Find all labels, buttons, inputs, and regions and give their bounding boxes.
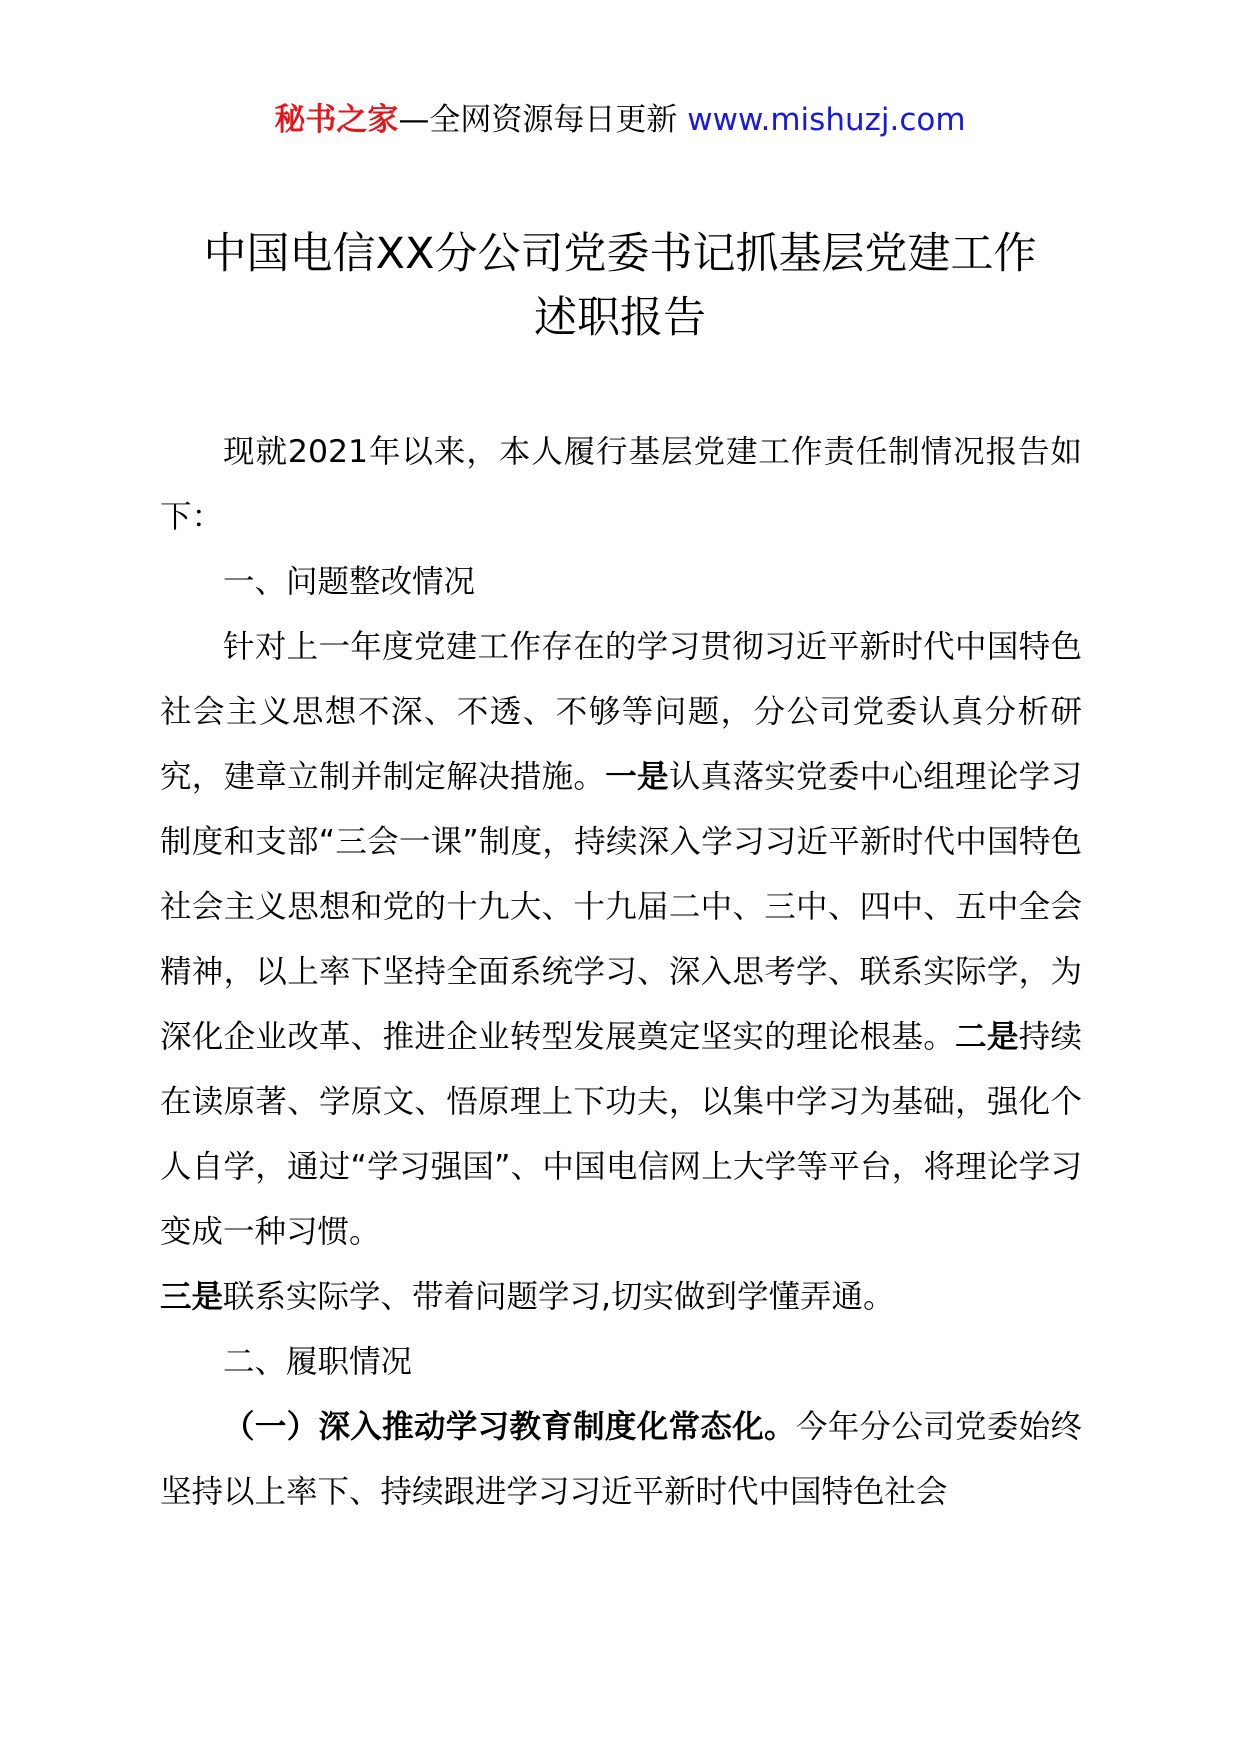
- section-1-text-b: 认真落实党委中心组理论学习制度和支部“三会一课”制度，持续深入学习习近平新时代中国特色社会主义思想和党的十九大、十九届二中、三中、四中、五中全会精神，以上率下坚持全面系统学习、深入思考学、联系实际学，为深化企业改革、推进企业转型发展奠定坚实的理论根基。: [160, 759, 1082, 1055]
- section-2-heading: 二、履职情况: [223, 1344, 413, 1380]
- point-three-label: 三是: [160, 1279, 224, 1315]
- section-1-heading: 一、问题整改情况: [223, 564, 476, 600]
- section-1-paragraph: [160, 615, 1082, 1265]
- section-1-paragraph-continued: [160, 1265, 1082, 1330]
- section-1-text-d: 联系实际学、带着问题学习,切实做到学懂弄通。: [223, 1279, 895, 1315]
- section-1-text-a: 针对上一年度党建工作存在的学习贯彻习近平新时代中国特色社会主义思想不深、不透、不够等问题，分公司党委认真分析研究，建章立制并制定解决措施。: [160, 629, 1082, 795]
- document-title: [150, 222, 1090, 350]
- section-2-paragraph: [160, 1395, 1082, 1525]
- point-two-label: 二是: [955, 1019, 1019, 1055]
- site-watermark: [0, 98, 1240, 142]
- section-2-subheading: （一）深入推动学习教育制度化常态化。: [223, 1409, 796, 1445]
- document-body: [160, 420, 1082, 1525]
- watermark-url[interactable]: www.mishuzj.com: [687, 102, 966, 138]
- title-line-1: 中国电信XX分公司党委书记抓基层党建工作: [203, 229, 1037, 279]
- watermark-brand: 秘书之家: [274, 102, 399, 138]
- point-one-label: 一是: [605, 759, 669, 795]
- section-2-text: 今年分公司党委始终坚持以上率下、持续跟进学习习近平新时代中国特色社会: [160, 1409, 1082, 1510]
- section-1-text-c: 持续在读原著、学原文、悟原理上下功夫，以集中学习为基础，强化个人自学，通过“学习强国”、中国电信网上大学等平台，将理论学习变成一种习惯。: [160, 1019, 1082, 1250]
- title-line-2: 述职报告: [534, 293, 706, 343]
- intro-paragraph: 现就2021年以来，本人履行基层党建工作责任制情况报告如下：: [160, 434, 1082, 535]
- watermark-slogan: —全网资源每日更新: [398, 102, 688, 138]
